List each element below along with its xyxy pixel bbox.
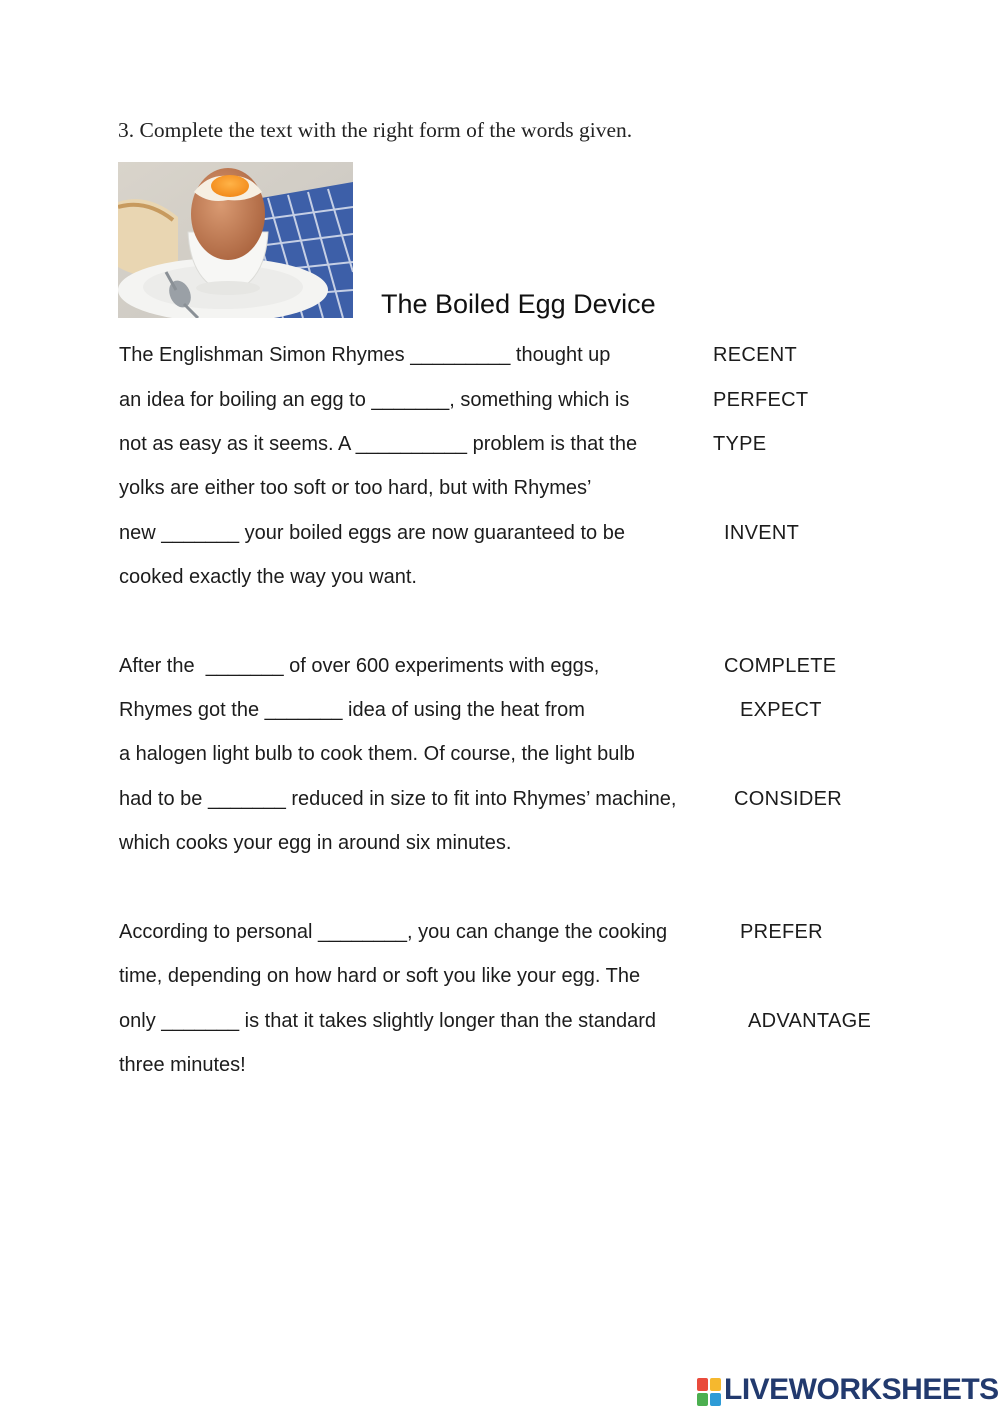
text-line: a halogen light bulb to cook them. Of course, the light bulb: [119, 743, 635, 765]
text-line: After the _______ of over 600 experiments with eggs,: [119, 655, 600, 677]
word-cue: ADVANTAGE: [748, 1010, 872, 1032]
liveworksheets-logo-icon: [697, 1376, 723, 1408]
word-cue: TYPE: [713, 433, 767, 455]
text-line: Rhymes got the _______ idea of using the heat from: [119, 699, 585, 721]
word-cue: PREFER: [740, 921, 823, 943]
text-line: The Englishman Simon Rhymes _________ thought up: [119, 344, 611, 366]
word-cue: COMPLETE: [724, 655, 837, 677]
word-cue: RECENT: [713, 344, 798, 366]
text-line: three minutes!: [119, 1054, 246, 1076]
text-line: only _______ is that it takes slightly longer than the standard: [119, 1010, 657, 1032]
text-line: had to be _______ reduced in size to fit into Rhymes’ machine,: [119, 788, 677, 810]
instruction-text: 3. Complete the text with the right form of the words given.: [118, 118, 633, 142]
text-line: time, depending on how hard or soft you like your egg. The: [119, 965, 641, 987]
text-line: which cooks your egg in around six minutes.: [119, 832, 512, 854]
text-line: new _______ your boiled eggs are now guaranteed to be: [119, 522, 625, 544]
text-line: an idea for boiling an egg to _______, something which is: [119, 389, 630, 411]
word-cue: PERFECT: [713, 389, 809, 411]
word-cue: INVENT: [724, 522, 800, 544]
boiled-egg-photo: [118, 162, 353, 318]
worksheet-title: The Boiled Egg Device: [381, 289, 656, 319]
text-line: yolks are either too soft or too hard, but with Rhymes’: [119, 477, 592, 499]
text-line: According to personal ________, you can change the cooking: [119, 921, 668, 943]
text-line: cooked exactly the way you want.: [119, 566, 417, 588]
text-line: not as easy as it seems. A __________ problem is that the: [119, 433, 638, 455]
liveworksheets-logo-text: LIVEWORKSHEETS: [724, 1373, 999, 1406]
word-cue: CONSIDER: [734, 788, 842, 810]
word-cue: EXPECT: [740, 699, 822, 721]
